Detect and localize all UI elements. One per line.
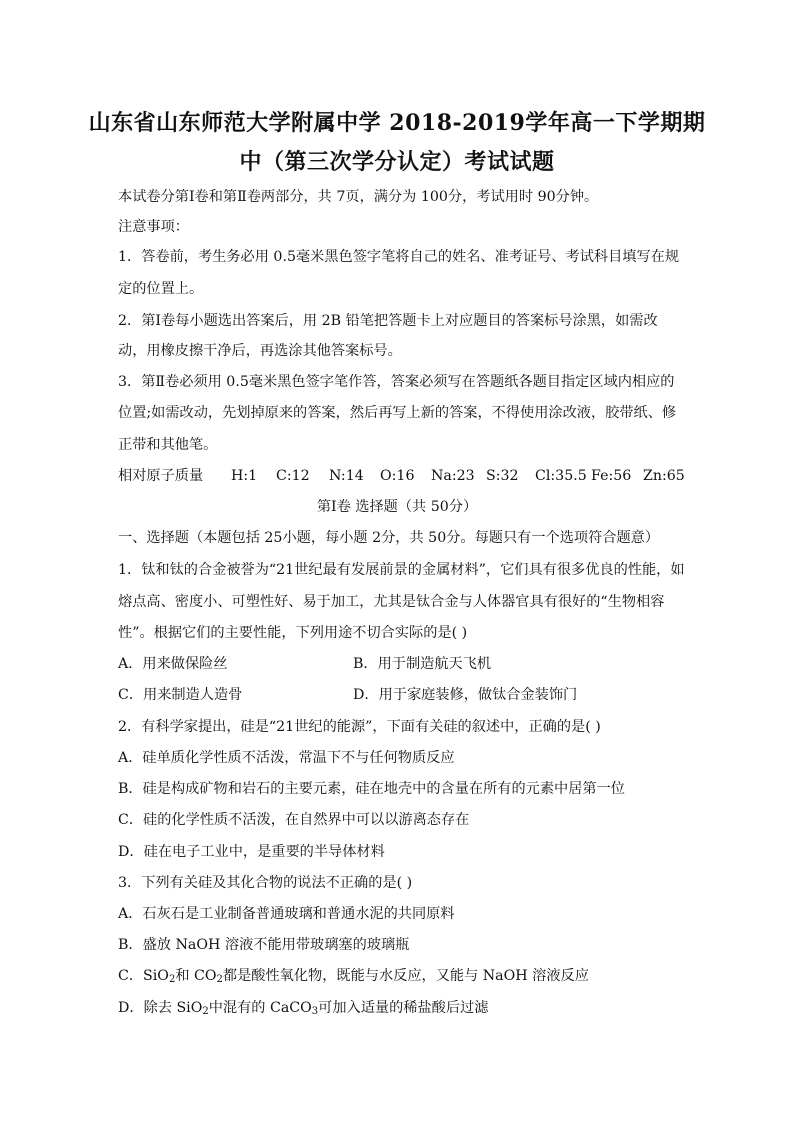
notice-line: 3．第Ⅱ卷必须用 0.5毫米黑色签字笔作答，答案必须写在答题纸各题目指定区域内相应的 bbox=[118, 374, 675, 390]
question-3-option-c: C．SiO$_2$和 $CO_2$都是酸性氧化物，既能与水反应，又能与 NaOH 溶液反应 bbox=[118, 968, 589, 985]
atomic-mass-item: H:1 bbox=[231, 468, 258, 484]
question-2-option-a: A．硅单质化学性质不活泼，常温下不与任何物质反应 bbox=[118, 750, 455, 766]
exam-title-line-1: 山东省山东师范大学附属中学 2018-2019学年高一下学期期 bbox=[88, 110, 706, 136]
intro-text: 本试卷分第Ⅰ卷和第Ⅱ卷两部分，共 7页，满分为 100分，考试用时 90分钟。 bbox=[118, 189, 599, 205]
question-3-option-d: D．除去 SiO$_2$中混有的 CaCO$_3$可加入适量的稀盐酸后过滤 bbox=[118, 1000, 489, 1017]
question-1-stem: 性”。根据它们的主要性能，下列用途不切合实际的是( ) bbox=[118, 625, 468, 641]
question-1-option-a: A．用来做保险丝 bbox=[118, 656, 228, 672]
atomic-mass-label: 相对原子质量 bbox=[118, 468, 204, 484]
notice-heading: 注意事项： bbox=[118, 219, 189, 235]
question-2-stem: 2．有科学家提出，硅是“21世纪的能源”，下面有关硅的叙述中，正确的是( ) bbox=[118, 719, 601, 735]
atomic-mass-item: Zn:65 bbox=[643, 468, 685, 484]
atomic-mass-item: O:16 bbox=[380, 468, 415, 484]
question-2-option-c: C．硅的化学性质不活泼，在自然界中可以以游离态存在 bbox=[118, 812, 470, 828]
part-heading: 一、选择题（本题包括 25小题，每小题 2分，共 50分。每题只有一个选项符合题意） bbox=[118, 530, 660, 546]
notice-line: 正带和其他笔。 bbox=[118, 437, 218, 453]
atomic-mass-item: S:32 bbox=[486, 468, 519, 484]
notice-line: 2．第Ⅰ卷每小题选出答案后，用 2B 铅笔把答题卡上对应题目的答案标号涂黑，如需改 bbox=[118, 313, 658, 329]
question-3-option-b: B．盛放 NaOH 溶液不能用带玻璃塞的玻璃瓶 bbox=[118, 937, 410, 953]
question-1-stem: 1．钛和钛的合金被誉为“21世纪最有发展前景的金属材料”，它们具有很多优良的性能，如 bbox=[118, 562, 685, 578]
atomic-mass-item: C:12 bbox=[276, 468, 310, 484]
question-1-option-d: D．用于家庭装修，做钛合金装饰门 bbox=[353, 687, 578, 703]
question-1-option-b: B．用于制造航天飞机 bbox=[353, 656, 492, 672]
atomic-mass-item: Na:23 bbox=[431, 468, 475, 484]
exam-title-line-2: 中（第三次学分认定）考试试题 bbox=[239, 149, 555, 175]
section-title: 第Ⅰ卷 选择题（共 50分） bbox=[316, 499, 478, 515]
question-2-option-d: D．硅在电子工业中，是重要的半导体材料 bbox=[118, 844, 385, 860]
notice-line: 动，用橡皮擦干净后，再选涂其他答案标号。 bbox=[118, 343, 402, 359]
question-1-stem: 熔点高、密度小、可塑性好、易于加工，尤其是钛合金与人体器官具有很好的“生物相容 bbox=[118, 594, 665, 610]
atomic-mass-row bbox=[118, 466, 685, 486]
notice-line: 定的位置上。 bbox=[118, 281, 204, 297]
question-1-option-c: C．用来制造人造骨 bbox=[118, 687, 243, 703]
question-2-option-b: B．硅是构成矿物和岩石的主要元素，硅在地壳中的含量在所有的元素中居第一位 bbox=[118, 781, 625, 797]
atomic-mass-item: Cl:35.5 bbox=[535, 468, 587, 484]
notice-line: 位置;如需改动，先划掉原来的答案，然后再写上新的答案，不得使用涂改液，胶带纸、修 bbox=[118, 405, 677, 421]
question-1-options-row-1 bbox=[118, 654, 678, 674]
atomic-mass-item: Fe:56 bbox=[591, 468, 632, 484]
atomic-mass-item: N:14 bbox=[329, 468, 364, 484]
question-1-options-row-2 bbox=[118, 685, 678, 705]
notice-line: 1．答卷前，考生务必用 0.5毫米黑色签字笔将自己的姓名、准考证号、考试科目填写在规 bbox=[118, 249, 680, 265]
question-3-option-a: A．石灰石是工业制备普通玻璃和普通水泥的共同原料 bbox=[118, 906, 455, 922]
question-3-stem: 3．下列有关硅及其化合物的说法不正确的是( ) bbox=[118, 875, 413, 891]
